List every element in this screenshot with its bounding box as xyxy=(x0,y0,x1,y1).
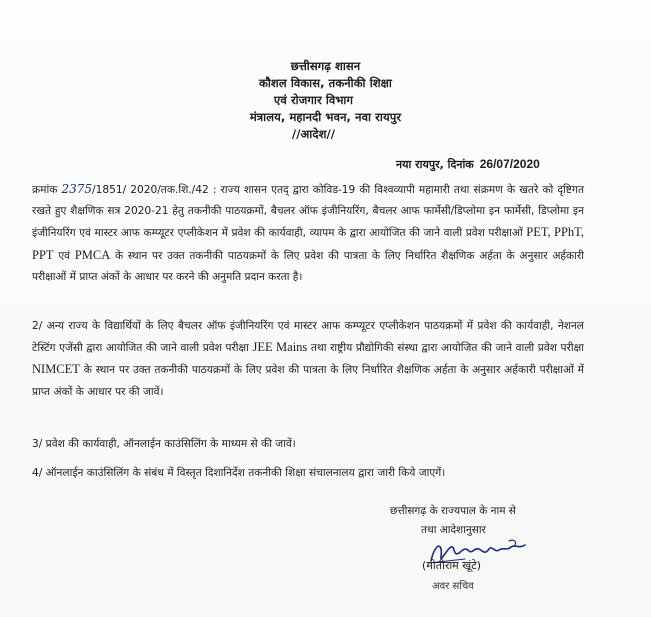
paragraph-2-exam-jee: JEE Mains xyxy=(252,340,308,355)
paragraph-1-exam-codes: PET, PPhT, PPT xyxy=(32,225,584,262)
paragraph-1-text-c: के स्थान पर उक्त तकनीकी पाठयक्रमों के लिए प्रवेश की पात्रता के लिए निर्धारित शैक्षणिक अर्हता के अनुसार अर्हकारी परीक्षाओं में प्राप्त अंकों के आधार पर करने की अनुमति प्रदान करता है। xyxy=(32,249,585,283)
header-department-line2: एवं रोजगार विभाग xyxy=(273,93,354,107)
dateline xyxy=(396,157,540,172)
paragraph-2-text-b: तथा राष्ट्रीय प्रौद्योगिकी संस्था द्वारा आयोजित की जाने वाली प्रवेश परीक्षा xyxy=(310,342,584,355)
header-government: छत्तीसगढ़ शासन xyxy=(290,59,361,73)
order-handwritten-number: 2375 xyxy=(61,182,93,196)
dateline-place: नया रायपुर, दिनांक xyxy=(396,158,474,171)
header-order-title: //आदेश// xyxy=(291,127,336,141)
header-address: मंत्रालय, महानदी भवन, नवा रायपुर xyxy=(249,110,402,124)
order-reference: /1851/ 2020/तक.शि./42 : xyxy=(92,184,217,196)
paragraph-2-text-c: के स्थान पर उक्त तकनीकी पाठयक्रमों के लिए प्रवेश की पात्रता के लिए निर्धारित शैक्षणिक अर्हता के अनुसार अर्हकारी परीक्षाओं में प्राप्त अंकों के आधार पर की जावें। xyxy=(32,364,585,398)
paragraph-1-exam-pmca: PMCA xyxy=(74,247,111,262)
paragraph-1-text-a: राज्य शासन एतद् द्वारा कोविड-19 की विश्वव्यापी महामारी तथा संक्रमण के खतरे को दृष्टिगत रखते हुए शैक्षणिक सत्र 2020-21 हेतु तकनीकी पाठयक्रमों, बैचलर ऑफ इंजीनियरिंग, बैचलर आफ फार्मेसी/डिप्लोमा इन फार्मेसी, डिप्लोमा इन इंजीनियरिंग एवं मास्टर आफ कम्प्यूटर एप्लीकेशन में प्रवेश की कार्यवाही, व्यापम के द्वारा आयोजित की जाने वाली प्रवेश परीक्षाओं xyxy=(32,184,584,240)
paragraph-1-text-b: एवं xyxy=(58,249,71,262)
paragraph-3: 3/ प्रवेश की कार्यवाही, ऑनलाईन काउंसिलिंग के माध्यम से की जावें। xyxy=(32,438,296,450)
letterhead xyxy=(0,58,651,143)
signature-order-line: तथा आदेशानुसार xyxy=(421,524,486,536)
signer-name: (मोतीराम खूंटे) xyxy=(422,559,482,572)
paragraph-2-exam-nimcet: NIMCET xyxy=(32,362,80,377)
signer-designation: अवर सचिव xyxy=(432,581,474,592)
dateline-date: 26/07/2020 xyxy=(479,157,540,171)
header-department-line1: कौशल विकास, तकनीकी शिक्षा xyxy=(259,76,392,90)
signature-authority-line: छत्तीसगढ़ के राज्यपाल के नाम से xyxy=(390,505,516,517)
order-prefix: क्रमांक xyxy=(32,184,58,196)
paragraph-2 xyxy=(32,316,584,403)
paragraph-2-text-a: 2/ अन्य राज्य के विद्यार्थियों के लिए बैचलर ऑफ इंजीनियरिंग एवं मास्टर आफ कम्प्यूटर एप्लीकेशन पाठयक्रमों में प्रवेश की कार्यवाही, नेशनल टेस्टिंग एजेंसी द्वारा आयोजित की जाने वाली प्रवेश परीक्षा xyxy=(32,320,584,355)
paragraph-4: 4/ ऑनलाईन काउंसिलिंग के संबंध में विस्तृत दिशानिर्देश तकनीकी शिक्षा संचालनालय द्वारा जारी किये जाएगें। xyxy=(32,467,446,479)
paragraph-1 xyxy=(32,179,584,288)
